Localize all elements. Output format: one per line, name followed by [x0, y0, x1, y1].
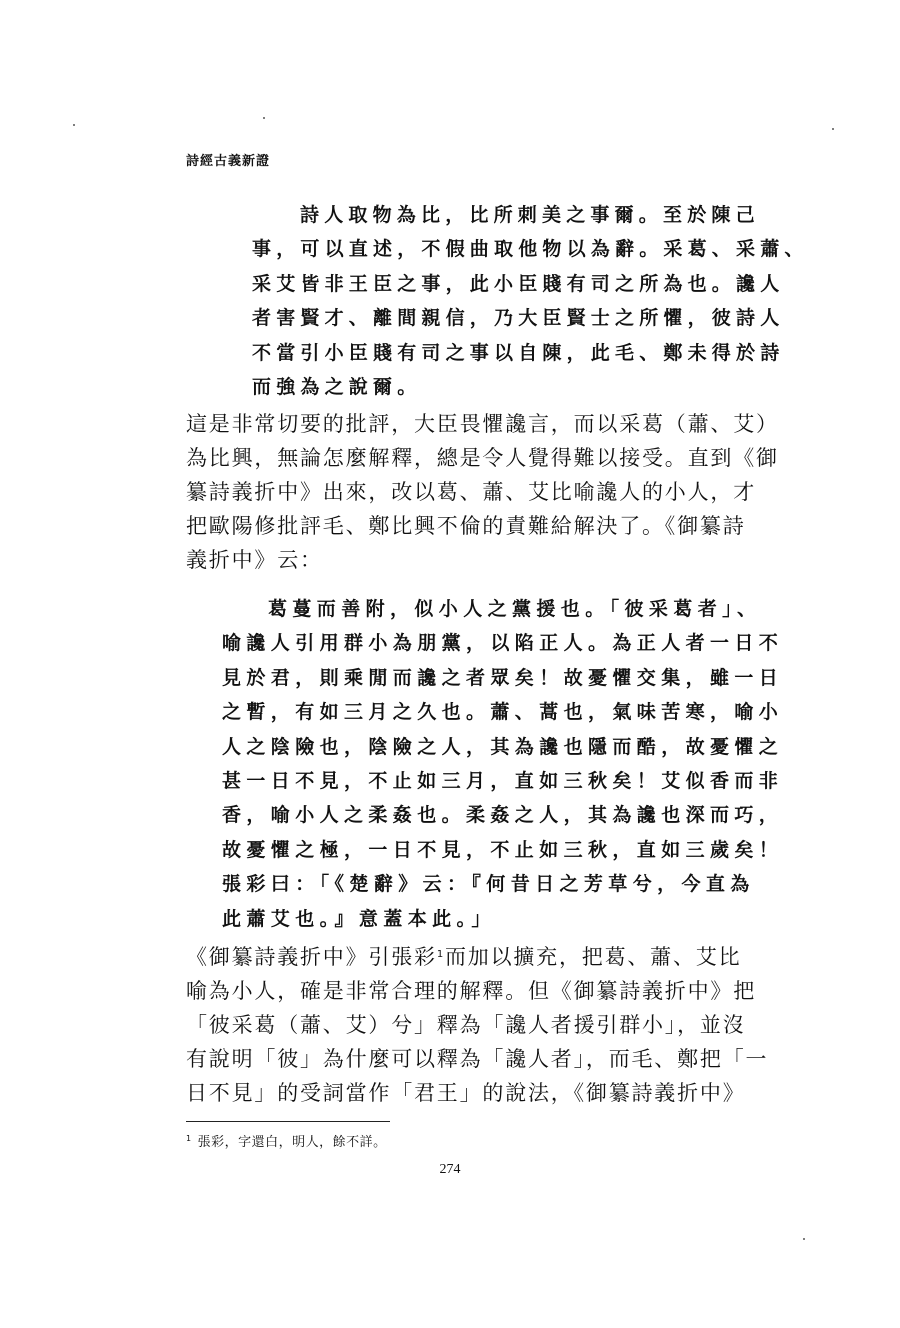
scan-speck — [73, 124, 75, 126]
scan-speck — [263, 117, 265, 119]
footnote-reference[interactable]: 1 — [436, 949, 445, 960]
quote-line: 張彩曰：「《楚辭》云：『何昔日之芳草兮，今直為 — [222, 873, 755, 896]
footnote-mark: 1 — [186, 1133, 192, 1143]
paragraph-line: 有說明「彼」為什麼可以釋為「讒人者」，而毛、鄭把「一 — [186, 1047, 769, 1071]
quote-line: 故憂懼之極，一日不見，不止如三秋，直如三歲矣！ — [222, 838, 784, 861]
quote-line: 香，喻小人之柔姦也。柔姦之人，其為讒也深而巧， — [222, 804, 784, 827]
paragraph-1 — [186, 407, 779, 577]
quote-line: 見於君，則乘閒而讒之者眾矣！故憂懼交集，雖一日 — [222, 666, 784, 689]
quote-line: 之暫，有如三月之久也。蕭、蒿也，氣味苦寒，喻小 — [222, 701, 784, 724]
paragraph-line: 日不見」的受詞當作「君王」的說法，《御纂詩義折中》 — [186, 1081, 746, 1105]
quote-line: 葛蔓而善附，似小人之黨援也。「彼采葛者」、 — [268, 598, 762, 620]
footnote-divider — [186, 1121, 390, 1122]
paragraph-line: 這是非常切要的批評，大臣畏懼讒言，而以采葛（蕭、艾） — [186, 412, 779, 436]
quote-line: 詩人取物為比，比所刺美之事爾。至於陳己 — [300, 204, 760, 226]
quote-line: 采艾皆非王臣之事，此小臣賤有司之所為也。讒人 — [252, 272, 785, 295]
page-number: 274 — [439, 1162, 461, 1177]
running-header: 詩經古義新證 — [186, 154, 271, 169]
block-quote-1 — [252, 198, 809, 404]
paragraph-line: 義折中》云： — [186, 548, 323, 572]
quote-line: 事，可以直述，不假曲取他物以為辭。采葛、采蕭、 — [252, 238, 809, 261]
quote-line: 喻讒人引用群小為朋黨，以陷正人。為正人者一日不 — [222, 632, 784, 655]
quote-line: 人之陰險也，陰險之人，其為讒也隱而酷，故憂懼之 — [222, 735, 784, 758]
quote-line: 者害賢才、離間親信，乃大臣賢士之所懼，彼詩人 — [252, 307, 785, 330]
paragraph-line: 為比興，無論怎麼解釋，總是令人覺得難以接受。直到《御 — [186, 446, 779, 470]
paragraph-line: 喻為小人，確是非常合理的解釋。但《御纂詩義折中》把 — [186, 979, 756, 1003]
quote-line: 甚一日不見，不止如三月，直如三秋矣！艾似香而非 — [222, 770, 784, 793]
scan-speck — [803, 1238, 805, 1240]
paragraph-2 — [186, 940, 768, 1110]
footnote-text: 張彩，字還白，明人，餘不詳。 — [197, 1135, 387, 1150]
quote-line: 不當引小臣賤有司之事以自陳，此毛、鄭未得於詩 — [252, 341, 785, 364]
scan-speck — [832, 128, 834, 130]
paragraph-text: 《御纂詩義折中》引張彩 — [186, 945, 437, 969]
paragraph-line: 把歐陽修批評毛、鄭比興不倫的責難給解決了。《御纂詩 — [186, 514, 746, 538]
paragraph-line — [186, 940, 768, 974]
paragraph-text: 而加以擴充，把葛、蕭、艾比 — [444, 945, 742, 969]
paragraph-line: 「彼采葛（蕭、艾）兮」釋為「讒人者援引群小」，並沒 — [186, 1013, 746, 1037]
block-quote-2 — [222, 592, 784, 936]
quote-line: 此蕭艾也。』意蓋本此。」 — [222, 907, 496, 930]
paragraph-line: 纂詩義折中》出來，改以葛、蕭、艾比喻讒人的小人，才 — [186, 480, 756, 504]
footnote — [186, 1131, 387, 1150]
quote-line: 而強為之說爾。 — [252, 376, 422, 399]
